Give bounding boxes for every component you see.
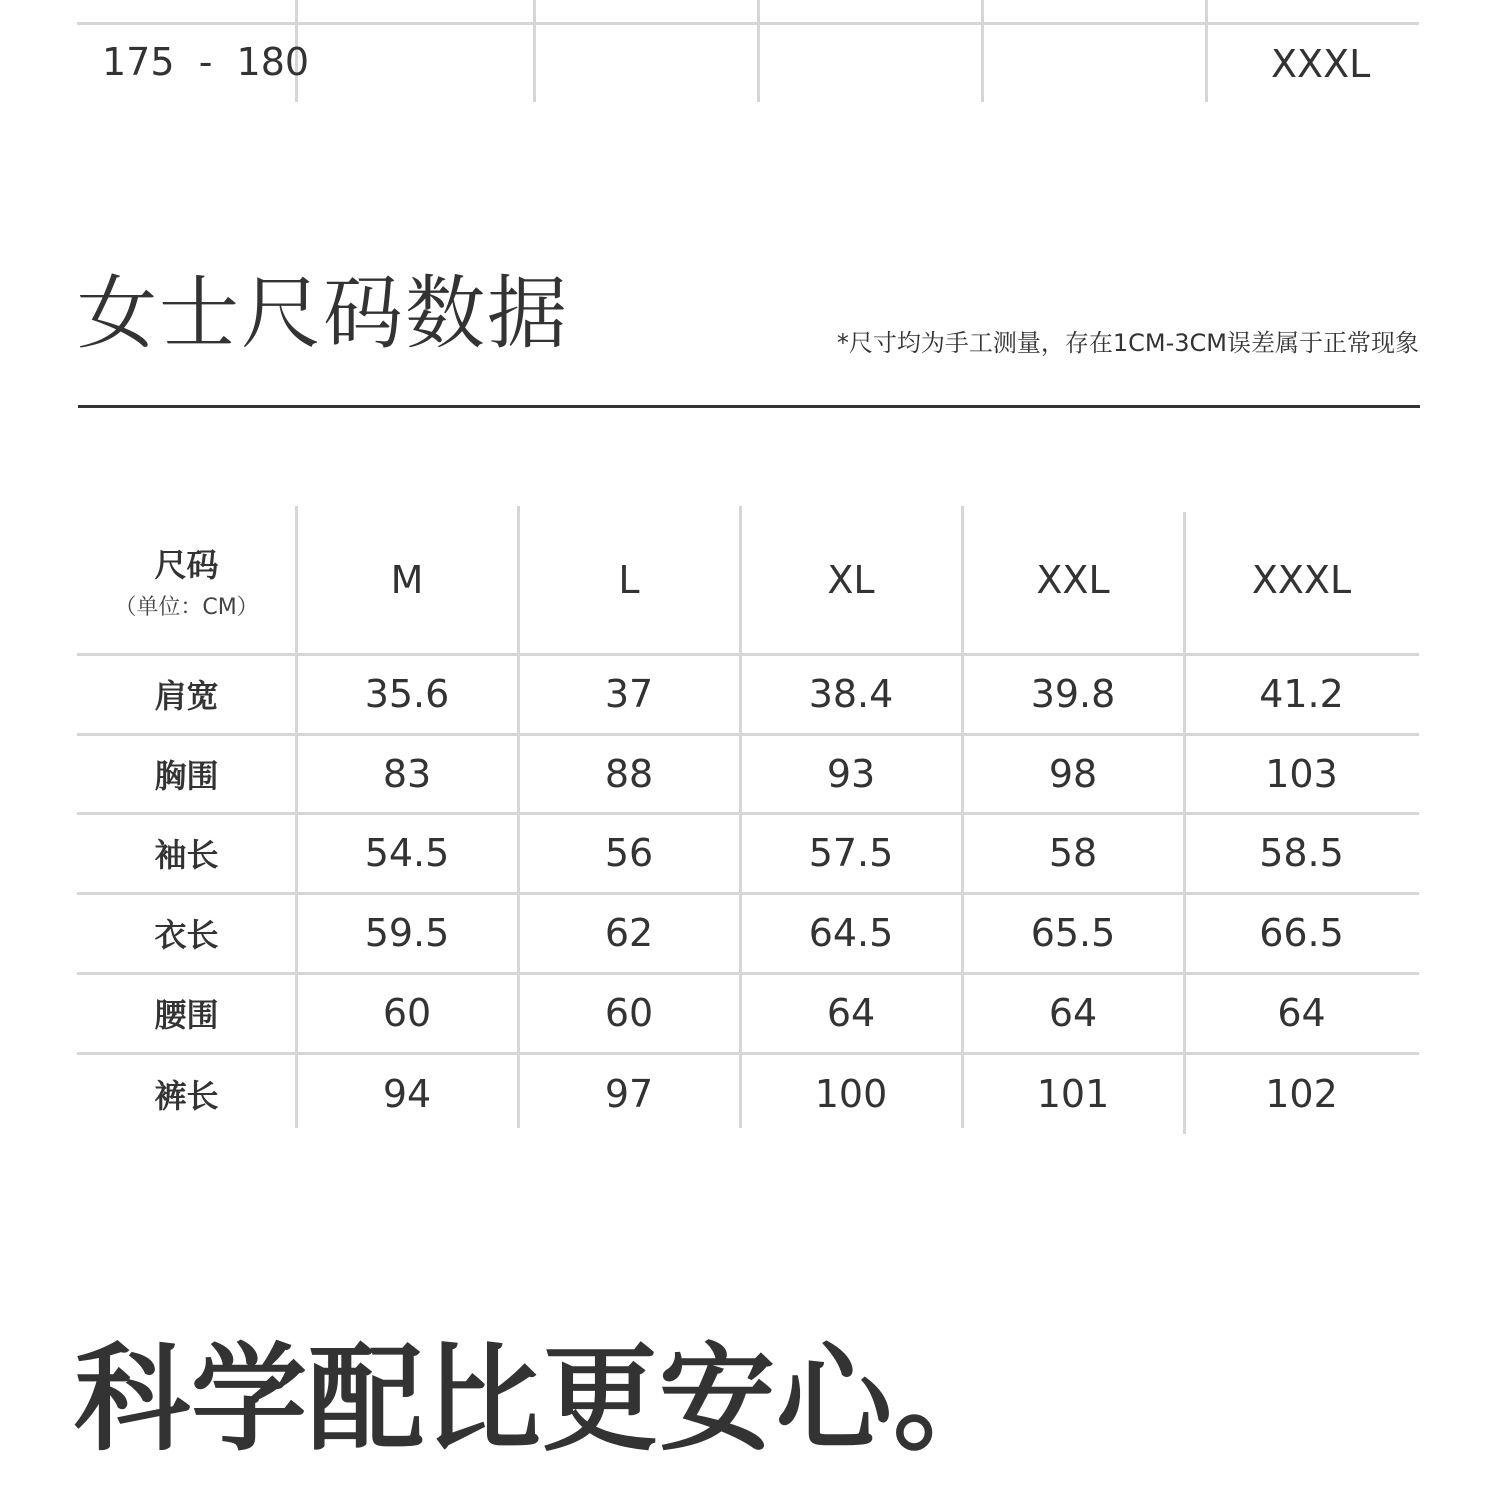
slogan: 科学配比更安心。	[74, 1332, 1010, 1467]
measurement-value: 62	[604, 911, 654, 955]
size-header-label	[77, 506, 296, 654]
measurement-value: 41.2	[1259, 672, 1344, 716]
measurement-value: 64.5	[808, 911, 894, 955]
measurement-value: 60	[604, 991, 654, 1035]
measurement-value: 38.4	[808, 672, 894, 716]
measurement-value: 59.5	[364, 911, 450, 955]
measurement-label: 胸围	[154, 756, 219, 795]
height-range-cell: 175 - 180	[102, 40, 310, 84]
measurement-value: 58.5	[1259, 831, 1344, 875]
previous-size-table-fragment	[77, 0, 1419, 102]
measurement-value: 101	[1036, 1071, 1110, 1116]
size-column-header: L	[618, 558, 640, 602]
measurement-value: 57.5	[808, 831, 894, 875]
measurement-value: 93	[826, 751, 876, 796]
womens-size-table	[77, 506, 1419, 1134]
section-divider	[78, 405, 1420, 408]
measurement-label: 袖长	[154, 836, 219, 874]
size-column-header: XXL	[1036, 558, 1110, 602]
measurement-value: 58	[1048, 831, 1098, 875]
measurement-value: 64	[826, 991, 876, 1035]
measurement-value: 64	[1048, 991, 1098, 1035]
measurement-value: 35.6	[364, 672, 450, 716]
measurement-value: 88	[604, 751, 654, 796]
size-column-header: XXXL	[1251, 558, 1352, 602]
size-column-header: M	[390, 558, 424, 602]
recommended-size-cell: XXXL	[1271, 42, 1371, 86]
table-column-divider	[981, 0, 984, 102]
table-column-divider	[1205, 0, 1208, 102]
measurement-label: 衣长	[154, 916, 219, 954]
measurement-value: 56	[604, 831, 654, 875]
measurement-value: 65.5	[1030, 911, 1116, 955]
size-column-header: XL	[827, 558, 875, 602]
measurement-label: 裤长	[154, 1076, 219, 1115]
measurement-value: 54.5	[364, 831, 450, 875]
measurement-value: 102	[1265, 1071, 1338, 1116]
measurement-label: 腰围	[154, 996, 219, 1034]
measurement-value: 98	[1048, 751, 1098, 796]
measurement-note: *尺寸均为手工测量，存在1CM-3CM误差属于正常现象	[836, 329, 1419, 357]
table-column-divider	[757, 0, 760, 102]
measurement-value: 103	[1265, 751, 1338, 796]
measurement-value: 66.5	[1259, 911, 1344, 955]
size-label: 尺码	[154, 545, 219, 584]
measurement-value: 100	[814, 1071, 888, 1116]
measurement-value: 60	[382, 991, 432, 1035]
measurement-value: 37	[604, 672, 654, 716]
unit-label: （单位：CM）	[114, 594, 259, 620]
section-title: 女士尺码数据	[77, 267, 569, 360]
table-column-divider	[533, 0, 536, 102]
measurement-label: 肩宽	[154, 677, 219, 715]
measurement-value: 97	[604, 1071, 654, 1116]
measurement-value: 39.8	[1030, 672, 1116, 716]
measurement-value: 83	[382, 751, 432, 796]
measurement-value: 94	[382, 1071, 432, 1116]
table-divider	[77, 22, 1419, 25]
measurement-value: 64	[1277, 991, 1326, 1035]
